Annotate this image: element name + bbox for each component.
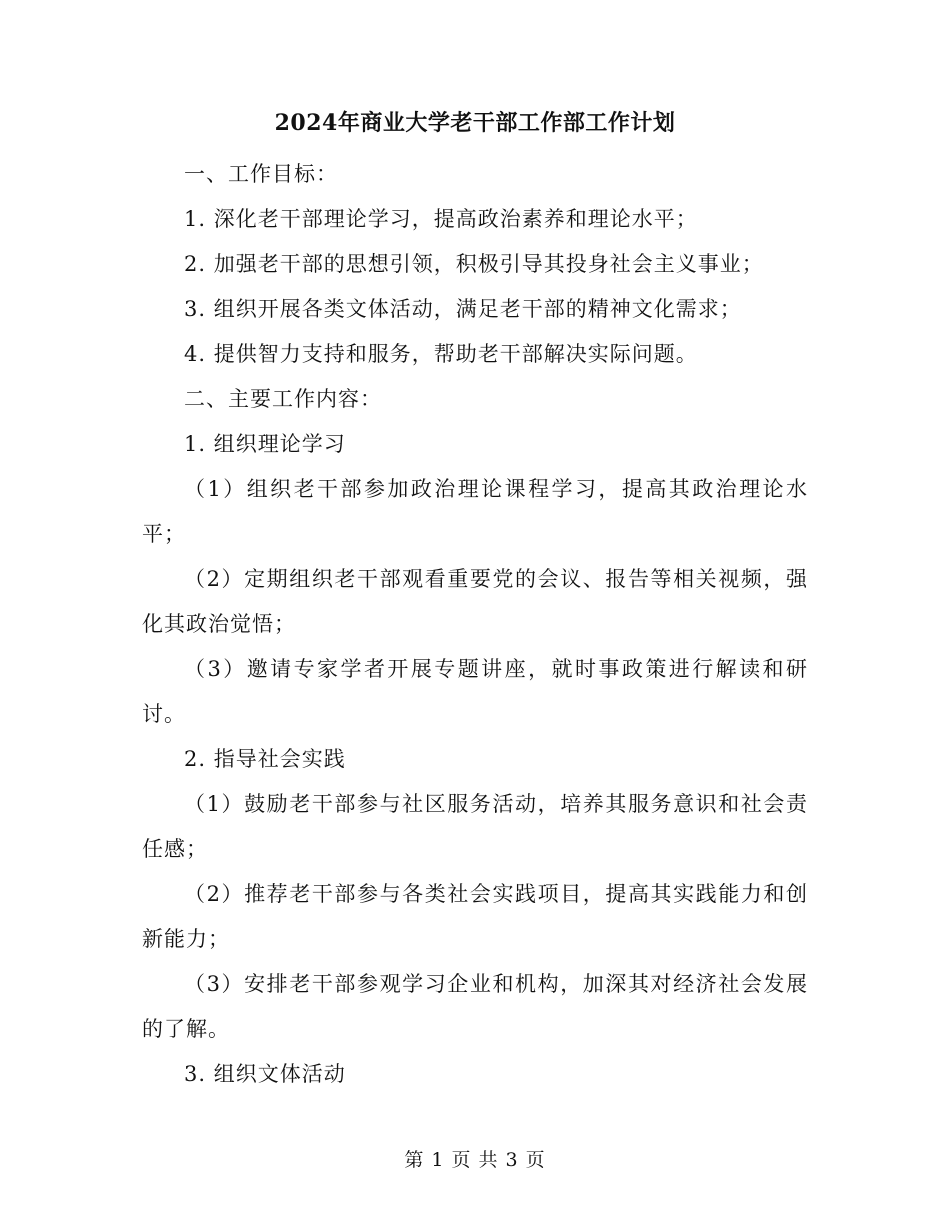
paragraph-section-goals-heading: 一、工作目标：	[184, 162, 338, 186]
paragraph-item-3-heading: 3. 组织文体活动	[184, 1062, 346, 1086]
paragraph-section-content-heading: 二、主要工作内容：	[184, 387, 382, 411]
paragraph-item-2-sub-1: （1）鼓励老干部参与社区服务活动，培养其服务意识和社会责任感；	[142, 792, 808, 861]
paragraph-item-2-sub-2: （2）推荐老干部参与各类社会实践项目，提高其实践能力和创新能力；	[142, 882, 808, 951]
paragraph-goal-4: 4. 提供智力支持和服务，帮助老干部解决实际问题。	[184, 342, 698, 366]
paragraph-item-2-sub-3: （3）安排老干部参观学习企业和机构，加深其对经济社会发展的了解。	[142, 972, 808, 1041]
paragraph-goal-1: 1. 深化老干部理论学习，提高政治素养和理论水平；	[184, 207, 698, 231]
paragraph-goal-2: 2. 加强老干部的思想引领，积极引导其投身社会主义事业；	[184, 252, 764, 276]
paragraph-item-2-heading: 2. 指导社会实践	[184, 747, 346, 771]
paragraph-item-1-sub-3: （3）邀请专家学者开展专题讲座，就时事政策进行解读和研讨。	[142, 657, 808, 726]
paragraph-item-1-sub-2: （2）定期组织老干部观看重要党的会议、报告等相关视频，强化其政治觉悟；	[142, 567, 808, 636]
paragraph-goal-3: 3. 组织开展各类文体活动，满足老干部的精神文化需求；	[184, 297, 742, 321]
paragraph-item-1-sub-1: （1）组织老干部参加政治理论课程学习，提高其政治理论水平；	[142, 477, 808, 546]
page-number-footer: 第 1 页 共 3 页	[404, 1149, 546, 1171]
paragraph-item-1-heading: 1. 组织理论学习	[184, 432, 346, 456]
document-body	[142, 104, 808, 1097]
document-title: 2024年商业大学老干部工作部工作计划	[274, 110, 676, 136]
